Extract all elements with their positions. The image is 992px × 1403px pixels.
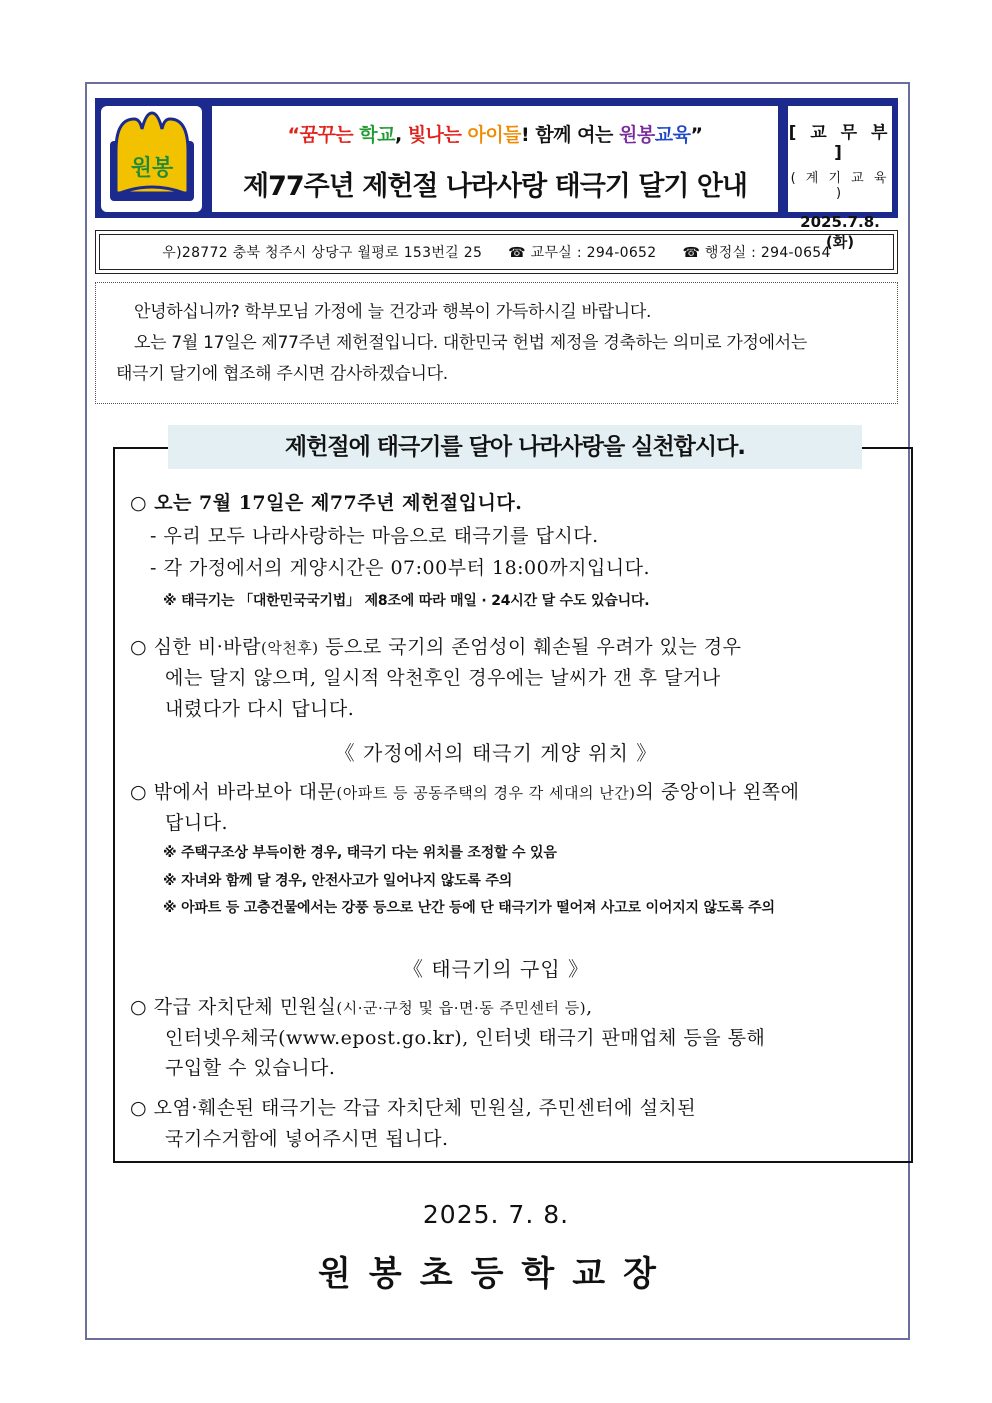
- location-note: ※ 주택구조상 부득이한 경우, 태극기 다는 위치를 조정할 수 있음: [163, 845, 557, 861]
- item-date-notice: ○ 오는 7월 17일은 제77주년 제헌절입니다.: [130, 492, 523, 514]
- item-weather-line: [130, 632, 742, 659]
- item-sub-line: - 각 가정에서의 게양시간은 07:00부터 18:00까지입니다.: [150, 557, 651, 579]
- slogan-word-children: 아이들: [467, 124, 522, 146]
- item-location-text: ○ 밖에서 바라보아 대문: [130, 781, 337, 803]
- greeting-box: [95, 282, 898, 404]
- item-weather-line: 내렸다가 다시 답니다.: [165, 698, 355, 720]
- location-note: ※ 아파트 등 고층건물에서는 강풍 등으로 난간 등에 단 태극기가 떨어져 사고로 이어지지 않도록 주의: [163, 900, 775, 916]
- slogan-sep-comma: ,: [394, 124, 402, 146]
- item-location-line: [130, 777, 799, 804]
- slogan-word-opening: 여는: [577, 124, 613, 146]
- item-location-text: 의 중앙이나 왼쪽에: [635, 781, 800, 803]
- item-purchase-text: ○ 각급 자치단체 민원실: [130, 996, 337, 1018]
- title-box: [212, 106, 778, 212]
- address-bar: [95, 230, 898, 274]
- footer-school-principal: 원봉초등학교장: [318, 1254, 674, 1294]
- slogan-word-shining: 빛나는: [407, 124, 462, 146]
- item-purchase-line: 구입할 수 있습니다.: [165, 1057, 336, 1079]
- postal-address: 우)28772 충북 청주시 상당구 월평로 153번길 25: [162, 245, 483, 261]
- slogan: [212, 120, 778, 147]
- item-weather-small: (악천후): [260, 639, 319, 657]
- item-weather-text: ○ 심한 비·바람: [130, 636, 261, 658]
- department-name: [ 교 무 부 ]: [788, 123, 892, 163]
- item-weather-line: 에는 달지 않으며, 일시적 악천후인 경우에는 날씨가 갠 후 달거나: [165, 667, 721, 689]
- slogan-word-school: 학교: [359, 124, 395, 146]
- slogan-word-wonbong: 원봉: [619, 124, 655, 146]
- heading-purchase: 《 태극기의 구입 》: [403, 957, 589, 981]
- greeting-line: 안녕하십니까? 학부모님 가정에 늘 건강과 행복이 가득하시길 바랍니다.: [134, 302, 652, 322]
- document-date: 2025.7.8.(화): [800, 213, 880, 251]
- school-logo: [101, 106, 202, 212]
- item-weather-text: 등으로 국기의 존엄성이 훼손될 우려가 있는 경우: [318, 636, 742, 658]
- item-purchase-small: (시·군·구청 및 읍·면·동 주민센터 등): [336, 999, 587, 1017]
- item-location-line: 답니다.: [165, 812, 229, 834]
- greeting-line: 오는 7월 17일은 제77주년 제헌절입니다. 대한민국 헌법 제정을 경축하는 의미로 가정에서는: [134, 333, 807, 353]
- office-phone: ☎ 교무실 : 294-0652: [508, 245, 657, 261]
- item-purchase-line: [130, 992, 593, 1019]
- item-purchase-text: ,: [586, 996, 593, 1018]
- heading-location: 《 가정에서의 태극기 게양 위치 》: [334, 741, 658, 765]
- item-location-small: (아파트 등 공동주택의 경우 각 세대의 난간): [336, 784, 636, 802]
- slogan-word-dreaming: 꿈꾸는: [299, 124, 354, 146]
- item-purchase-line: 인터넷우체국(www.epost.go.kr), 인터넷 태극기 판매업체 등을 통해: [165, 1027, 766, 1049]
- department-box: [788, 106, 892, 251]
- slogan-quote-open: “: [287, 124, 300, 146]
- document-title: 제77주년 제헌절 나라사랑 태극기 달기 안내: [243, 171, 747, 202]
- school-emblem-icon: [106, 111, 198, 207]
- logo-text: 원봉: [130, 156, 173, 181]
- department-sub: ( 계 기 교 육 ): [790, 171, 890, 201]
- law-note: ※ 태극기는 「대한민국국기법」 제8조에 따라 매일 · 24시간 달 수도 있습니다.: [163, 593, 650, 609]
- admin-phone: ☎ 행정실 : 294-0654: [682, 245, 831, 261]
- greeting-line: 태극기 달기에 협조해 주시면 감사하겠습니다.: [116, 364, 448, 384]
- item-sub-line: - 우리 모두 나라사랑하는 마음으로 태극기를 답시다.: [150, 525, 599, 547]
- slogan-word-together: 함께: [535, 124, 572, 146]
- slogan-word-education: 교육: [654, 124, 691, 146]
- item-disposal-line: ○ 오염·훼손된 태극기는 각급 자치단체 민원실, 주민센터에 설치된: [130, 1097, 697, 1119]
- main-banner: 제헌절에 태극기를 달아 나라사랑을 실천합시다.: [168, 425, 862, 469]
- item-disposal-line: 국기수거함에 넣어주시면 됩니다.: [165, 1128, 449, 1150]
- location-note: ※ 자녀와 함께 달 경우, 안전사고가 일어나지 않도록 주의: [163, 873, 513, 889]
- footer-date: 2025. 7. 8.: [422, 1200, 570, 1229]
- slogan-sep-exclaim: !: [521, 124, 530, 146]
- slogan-quote-close: ”: [690, 124, 703, 146]
